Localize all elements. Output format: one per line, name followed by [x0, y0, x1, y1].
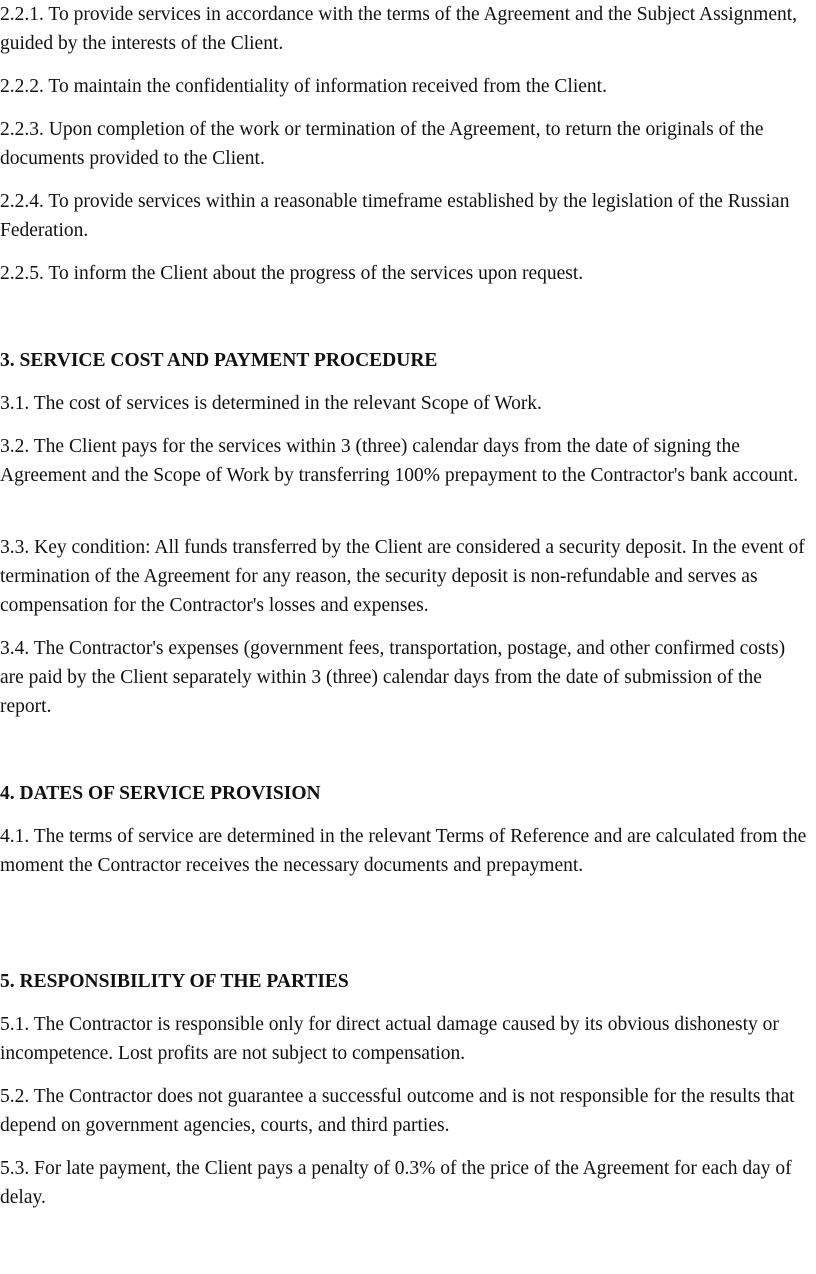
clause-5-3: 5.3. For late payment, the Client pays a penalty of 0.3% of the price of the Agreement for each day of delay. — [0, 1158, 792, 1208]
clause-3-3: 3.3. Key condition: All funds transferred by the Client are considered a security deposit. In the event of termination of the Agreement for any reason, the security deposit is non-refundable and serves as compensation for the Contractor's losses and expenses. — [0, 537, 805, 616]
clause-5-1: 5.1. The Contractor is responsible only for direct actual damage caused by its obvious dishonesty or incompetence. Lost profits are not subject to compensation. — [0, 1014, 779, 1064]
clause-5-2: 5.2. The Contractor does not guarantee a successful outcome and is not responsible for the results that depend on government agencies, courts, and third parties. — [0, 1086, 795, 1136]
clause-2-2-4: 2.2.4. To provide services within a reasonable timeframe established by the legislation of the Russian Federation. — [0, 191, 790, 241]
clause-2-2-3: 2.2.3. Upon completion of the work or termination of the Agreement, to return the originals of the documents provided to the Client. — [0, 119, 764, 169]
clause-3-4: 3.4. The Contractor's expenses (government fees, transportation, postage, and other confirmed costs) are paid by the Client separately within 3 (three) calendar days from the date of submission of the report. — [0, 638, 786, 717]
clause-3-2: 3.2. The Client pays for the services within 3 (three) calendar days from the date of signing the Agreement and the Scope of Work by transferring 100% prepayment to the Contractor's bank account. — [0, 436, 799, 486]
section-4-heading: 4. DATES OF SERVICE PROVISION — [0, 783, 321, 804]
clause-4-1: 4.1. The terms of service are determined in the relevant Terms of Reference and are calculated from the moment the Contractor receives the necessary documents and prepayment. — [0, 826, 807, 876]
clause-2-2-1: 2.2.1. To provide services in accordance with the terms of the Agreement and the Subject Assignment, guided by the interests of the Client. — [0, 4, 798, 54]
clause-2-2-2: 2.2.2. To maintain the confidentiality of information received from the Client. — [0, 76, 607, 97]
section-3-heading: 3. SERVICE COST AND PAYMENT PROCEDURE — [0, 350, 438, 371]
clause-2-2-5: 2.2.5. To inform the Client about the progress of the services upon request. — [0, 263, 584, 284]
section-5-heading: 5. RESPONSIBILITY OF THE PARTIES — [0, 971, 349, 992]
clause-3-1: 3.1. The cost of services is determined in the relevant Scope of Work. — [0, 393, 542, 414]
